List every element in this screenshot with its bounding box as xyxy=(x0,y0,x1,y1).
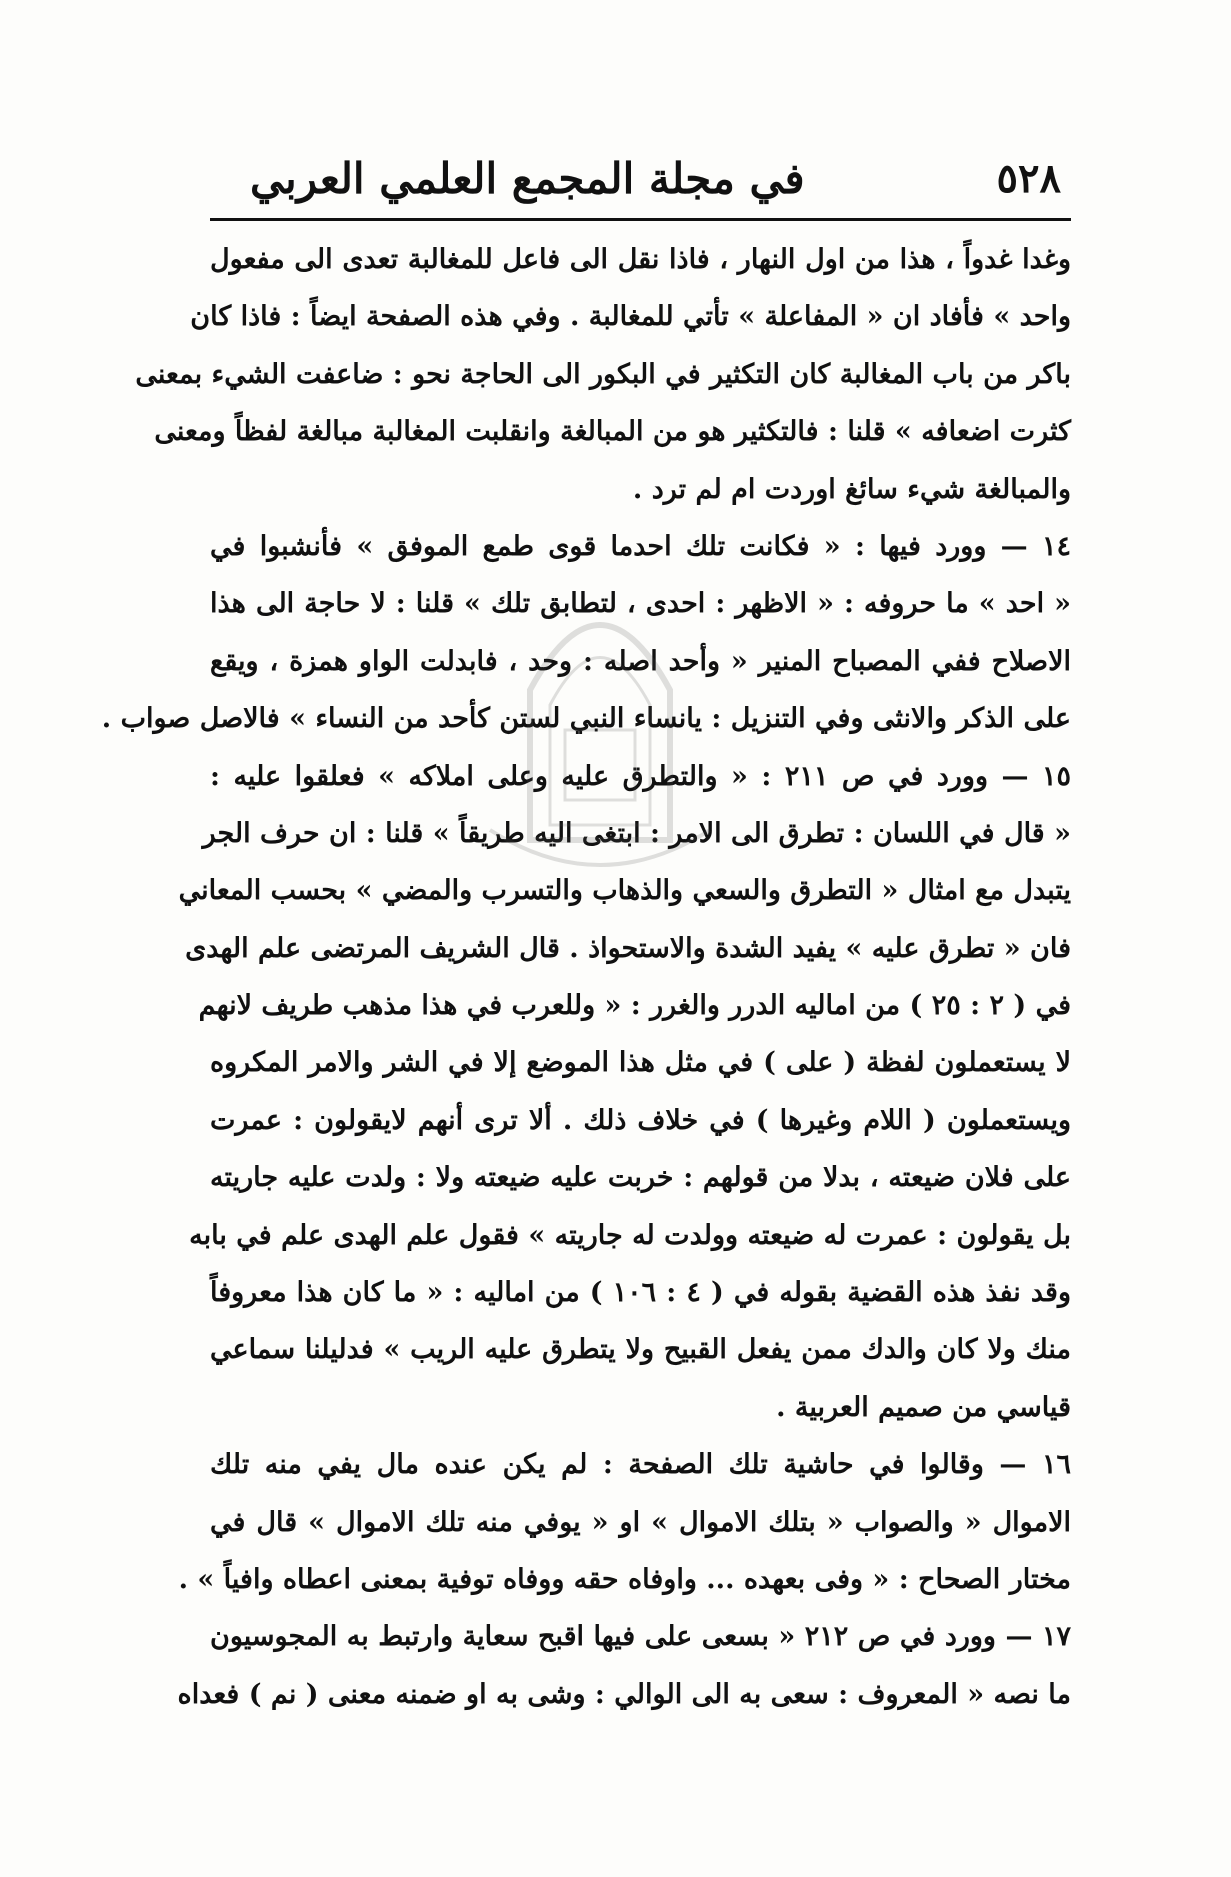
text-line: وغدا غدواً ، هذا من اول النهار ، فاذا نقل الى فاعل للمغالبة تعدى الى مفعول xyxy=(210,244,1071,275)
text-line: ١٥ — وورد في ص ٢١١ : « والتطرق عليه وعلى املاكه » فعلقوا عليه : xyxy=(210,760,1071,792)
text-line: ١٦ — وقالوا في حاشية تلك الصفحة : لم يكن عنده مال يفي منه تلك xyxy=(210,1449,1071,1481)
text-line: « احد » ما حروفه : « الاظهر : احدى ، لتطابق تلك » قلنا : لا حاجة الى هذا xyxy=(210,588,1071,620)
header-rule xyxy=(210,218,1071,221)
text-line: واحد » فأفاد ان « المفاعلة » تأتي للمغالبة . وفي هذه الصفحة ايضاً : فاذا كان xyxy=(190,301,1071,333)
text-line: قياسي من صميم العربية . xyxy=(776,1391,1071,1423)
page-header xyxy=(210,148,1071,208)
page-number: ٥٢٨ xyxy=(996,154,1061,202)
text-line: كثرت اضعافه » قلنا : فالتكثير هو من المبالغة وانقلبت المغالبة مبالغة لفظاً ومعنى xyxy=(154,416,1071,448)
article-body xyxy=(101,231,1071,1723)
text-line: باكر من باب المغالبة كان التكثير في البكور الى الحاجة نحو : ضاعفت الشيء بمعنى xyxy=(135,358,1071,390)
text-line: الاصلاح ففي المصباح المنير « وأحد اصله : وحد ، فابدلت الواو همزة ، ويقع xyxy=(210,645,1071,677)
text-line: على الذكر والانثى وفي التنزيل : يانساء النبي لستن كأحد من النساء » فالاصل صواب . xyxy=(101,703,1071,735)
text-line: بل يقولون : عمرت له ضيعته وولدت له جاريته » فقول علم الهدى علم في بابه xyxy=(189,1219,1071,1251)
text-line: الاموال « والصواب « بتلك الاموال » او « يوفي منه تلك الاموال » قال في xyxy=(210,1506,1071,1538)
text-line: منك ولا كان والدك ممن يفعل القبيح ولا يتطرق عليه الريب » فدليلنا سماعي xyxy=(210,1334,1071,1366)
text-line: وقد نفذ هذه القضية بقوله في ( ٤ : ١٠٦ ) من اماليه : « ما كان هذا معروفاً xyxy=(210,1277,1071,1309)
text-line: ما نصه « المعروف : سعى به الى الوالي : وشى به او ضمنه معنى ( نم ) فعداه xyxy=(177,1678,1071,1710)
text-line: على فلان ضيعته ، بدلا من قولهم : خربت عليه ضيعته ولا : ولدت عليه جاريته xyxy=(210,1162,1071,1194)
text-line: ويستعملون ( اللام وغيرها ) في خلاف ذلك . ألا ترى أنهم لايقولون : عمرت xyxy=(210,1104,1071,1136)
text-line: ١٤ — وورد فيها : « فكانت تلك احدما قوى طمع الموفق » فأنشبوا في xyxy=(210,530,1071,562)
text-line: يتبدل مع امثال « التطرق والسعي والذهاب والتسرب والمضي » بحسب المعاني xyxy=(178,875,1071,907)
text-line: لا يستعملون لفظة ( على ) في مثل هذا الموضع إلا في الشر والامر المكروه xyxy=(210,1047,1071,1079)
text-line: فان « تطرق عليه » يفيد الشدة والاستحواذ . قال الشريف المرتضى علم الهدى xyxy=(185,932,1071,964)
text-line: والمبالغة شيء سائغ اوردت ام لم ترد . xyxy=(632,473,1071,505)
text-line: في ( ٢ : ٢٥ ) من اماليه الدرر والغرر : « وللعرب في هذا مذهب طريف لانهم xyxy=(198,990,1071,1022)
text-line: ١٧ — وورد في ص ٢١٢ « بسعى على فيها اقبح سعاية وارتبط به المجوسيون xyxy=(210,1621,1071,1653)
text-line: مختار الصحاح : « وفى بعهده ... واوفاه حقه ووفاه توفية بمعنى اعطاه وافياً » . xyxy=(178,1563,1071,1595)
text-line: « قال في اللسان : تطرق الى الامر : ابتغى اليه طريقاً » قلنا : ان حرف الجر xyxy=(202,817,1071,849)
running-title: في مجلة المجمع العلمي العربي xyxy=(250,153,805,203)
